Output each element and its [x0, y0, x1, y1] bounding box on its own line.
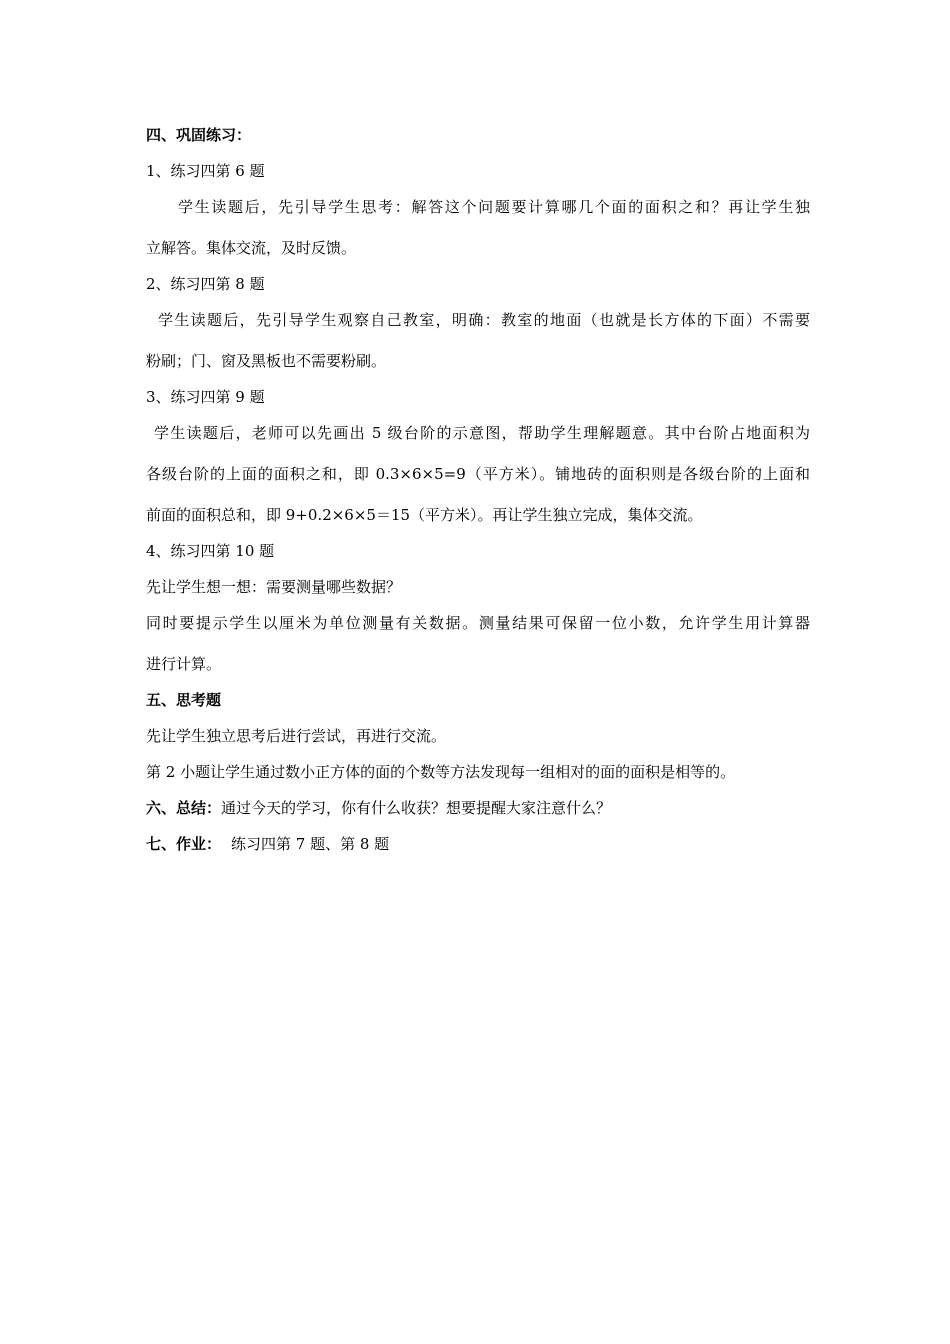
exercise-3-title: 3、练习四第 9 题 — [146, 388, 265, 406]
exercise-1-title: 1、练习四第 6 题 — [146, 162, 265, 180]
exercise-1-text-line-2: 立解答。集体交流，及时反馈。 — [146, 239, 357, 257]
section-5-text-line-1: 先让学生独立思考后进行尝试，再进行交流。 — [146, 727, 447, 745]
section-6-text: 通过今天的学习，你有什么收获？想要提醒大家注意什么？ — [221, 799, 612, 817]
exercise-2-text-line-1: 学生读题后，先引导学生观察自己教室，明确：教室的地面（也就是长方体的下面）不需要 — [158, 311, 810, 329]
exercise-1-text-line-1: 学生读题后，先引导学生思考：解答这个问题要计算哪几个面的面积之和？再让学生独 — [178, 198, 810, 216]
exercise-4-text-line-2: 同时要提示学生以厘米为单位测量有关数据。测量结果可保留一位小数，允许学生用计算器 — [146, 614, 810, 632]
exercise-4-text-line-3: 进行计算。 — [146, 655, 222, 673]
exercise-3-text-line-1: 学生读题后，老师可以先画出 5 级台阶的示意图，帮助学生理解题意。其中台阶占地面积为 — [154, 424, 810, 442]
section-6-heading: 六、总结： — [146, 799, 222, 817]
section-5-heading: 五、思考题 — [146, 691, 222, 709]
section-7-paragraph — [146, 833, 810, 855]
document-page — [146, 124, 810, 855]
exercise-2-text-line-2: 粉刷；门、窗及黑板也不需要粉刷。 — [146, 352, 387, 370]
exercise-3-text-line-3: 前面的面积总和，即 9+0.2×6×5＝15（平方米）。再让学生独立完成，集体交流。 — [146, 506, 703, 524]
exercise-2-title: 2、练习四第 8 题 — [146, 275, 265, 293]
section-7-heading: 七、作业： — [146, 835, 222, 853]
section-6-paragraph — [146, 797, 810, 819]
section-7-text: 练习四第 7 题、第 8 题 — [231, 835, 390, 853]
section-4-heading: 四、巩固练习： — [146, 126, 252, 144]
exercise-4-title: 4、练习四第 10 题 — [146, 542, 275, 560]
section-5-text-line-2: 第 2 小题让学生通过数小正方体的面的个数等方法发现每一组相对的面的面积是相等的。 — [146, 763, 736, 781]
exercise-4-text-line-1: 先让学生想一想：需要测量哪些数据？ — [146, 578, 402, 596]
exercise-3-text-line-2: 各级台阶的上面的面积之和，即 0.3×6×5=9（平方米）。铺地砖的面积则是各级台阶的上面和 — [146, 465, 810, 483]
